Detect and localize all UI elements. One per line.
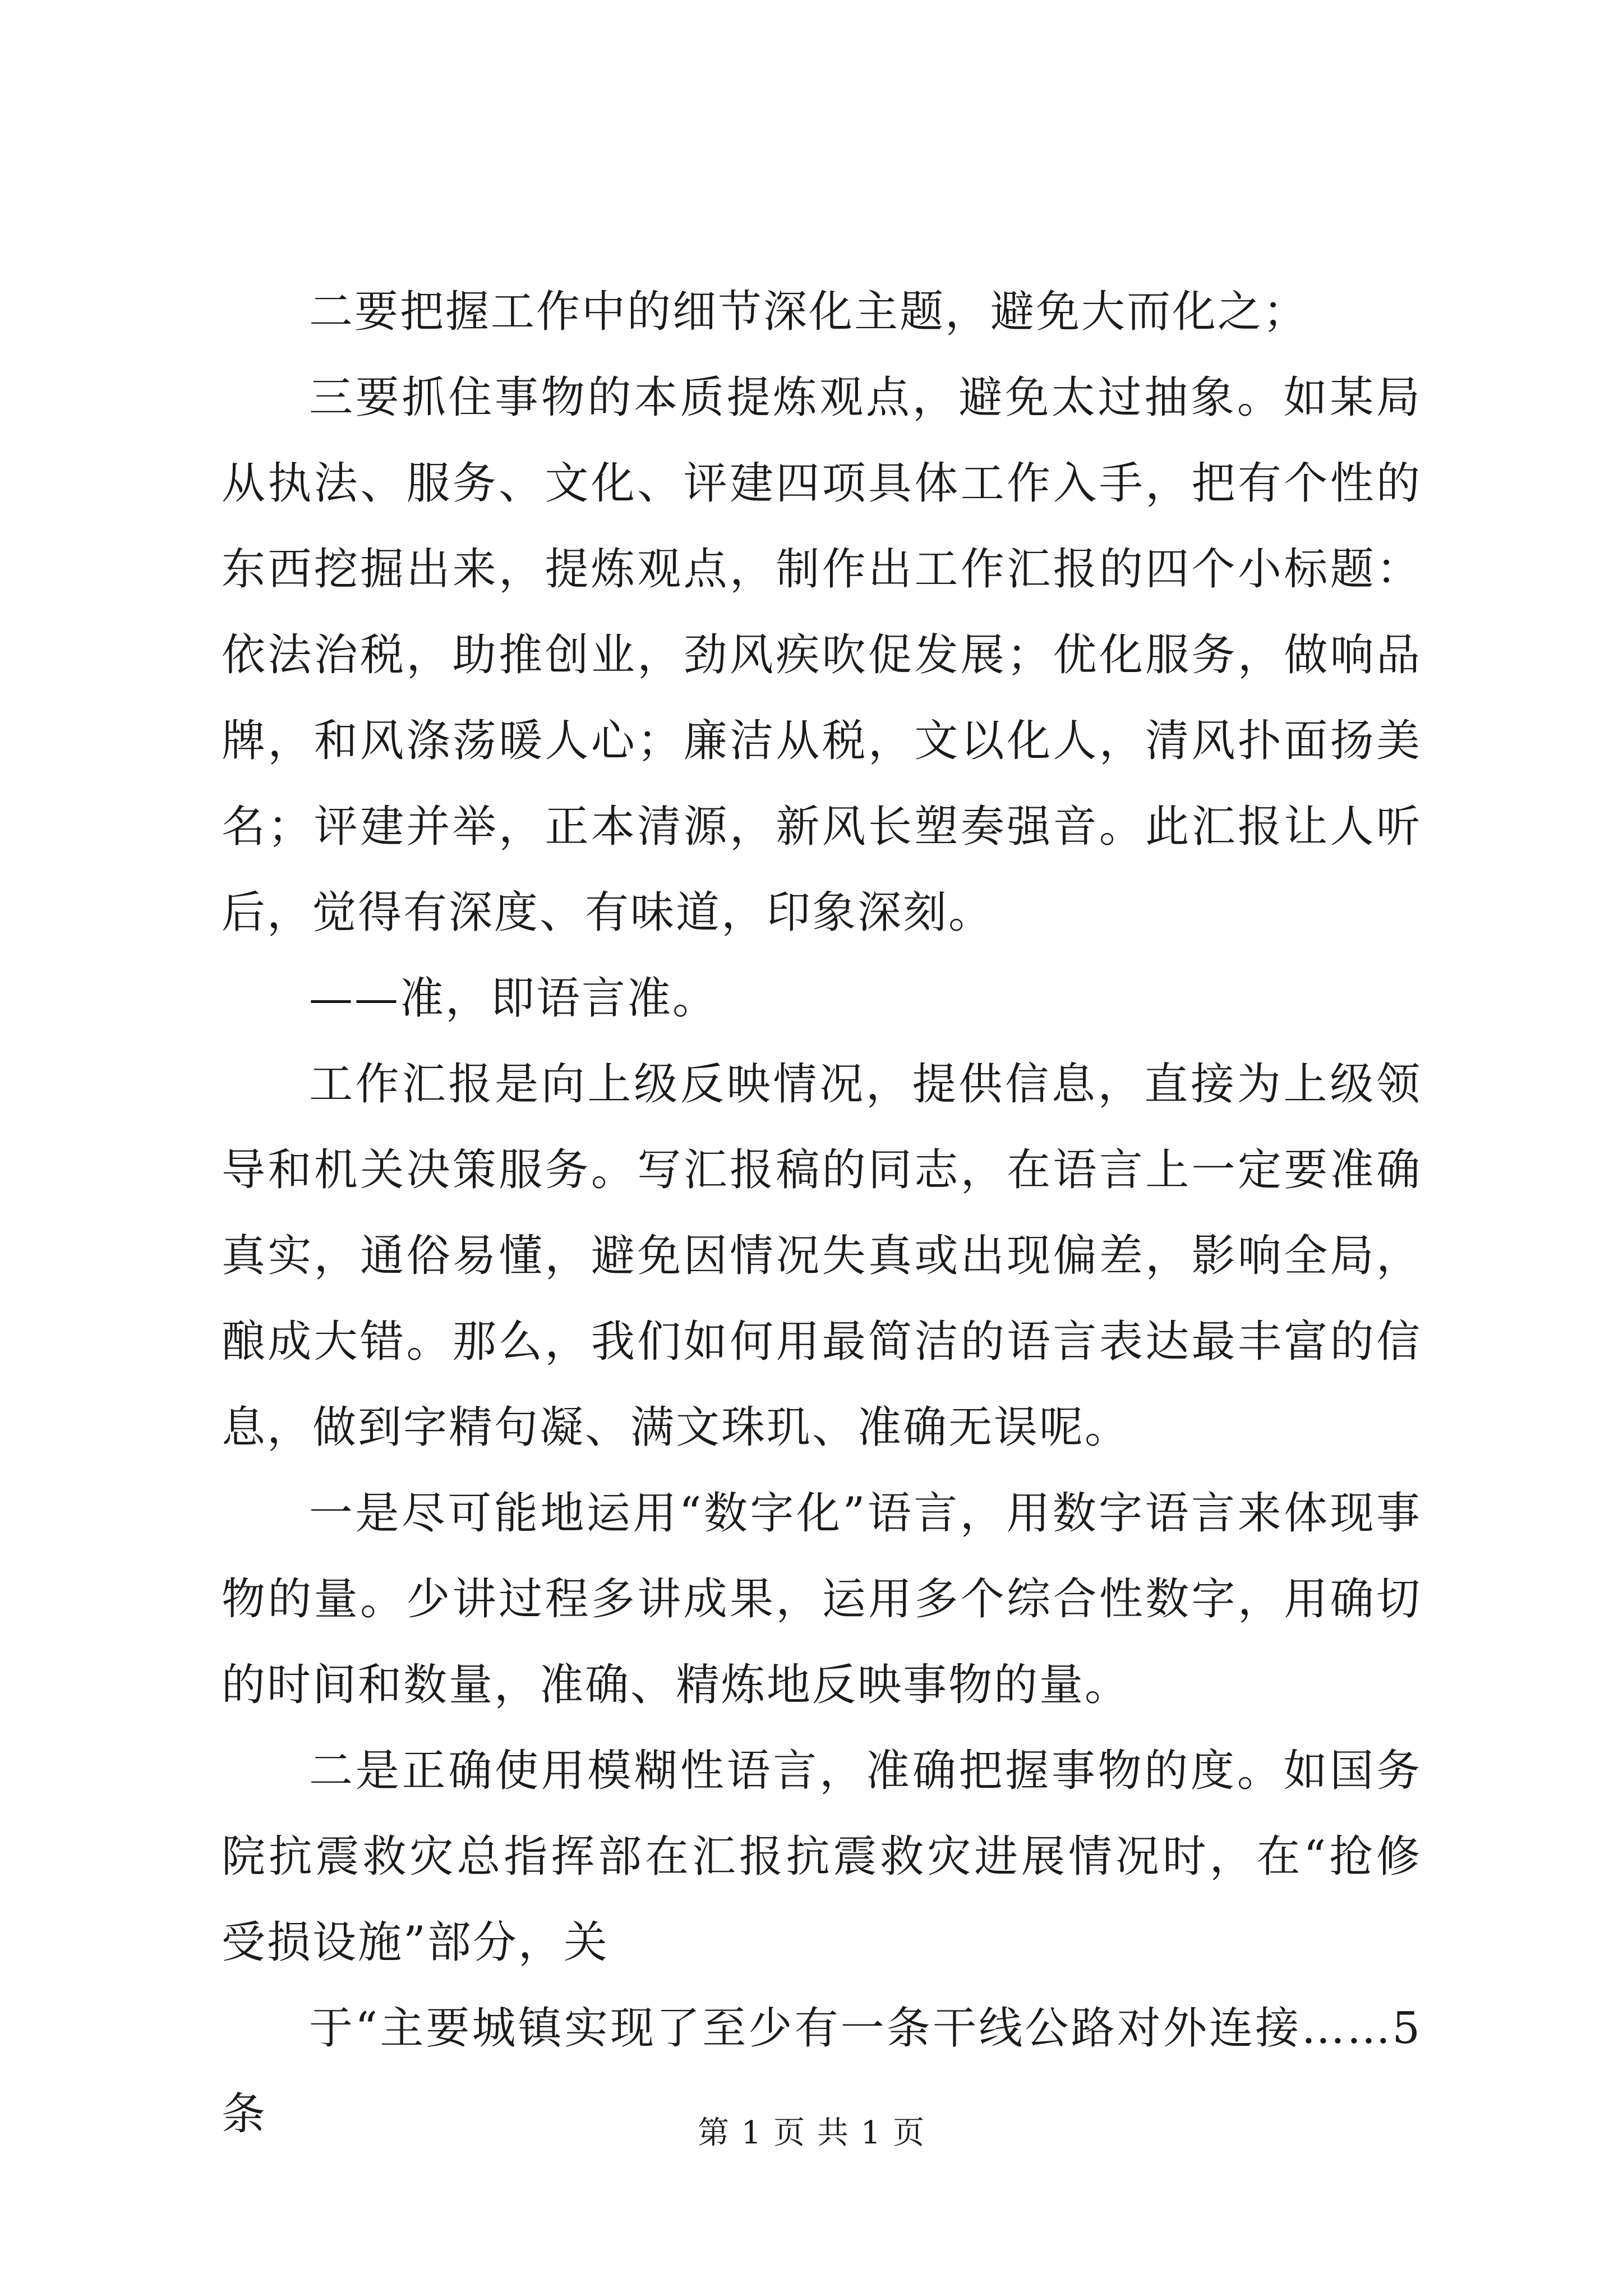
document-body xyxy=(222,269,1422,2157)
page-footer: 第 1 页 共 1 页 xyxy=(697,2115,926,2151)
paragraph: 三要抓住事物的本质提炼观点，避免太过抽象。如某局从执法、服务、文化、评建四项具体工作入手，把有个性的东西挖掘出来，提炼观点，制作出工作汇报的四个小标题：依法治税，助推创业，劲风疾吹促发展；优化服务，做响品牌，和风涤荡暖人心；廉洁从税，文以化人，清风扑面扬美名；评建并举，正本清源，新风长塑奏强音。此汇报让人听后，觉得有深度、有味道，印象深刻。 xyxy=(222,372,1422,938)
paragraph: 二是正确使用模糊性语言，准确把握事物的度。如国务院抗震救灾总指挥部在汇报抗震救灾进展情况时，在“抢修受损设施”部分，关 xyxy=(222,1746,1422,1968)
paragraph: 一是尽可能地运用“数字化”语言，用数字语言来体现事物的量。少讲过程多讲成果，运用多个综合性数字，用确切的时间和数量，准确、精炼地反映事物的量。 xyxy=(222,1488,1422,1710)
paragraph: 工作汇报是向上级反映情况，提供信息，直接为上级领导和机关决策服务。写汇报稿的同志，在语言上一定要准确真实，通俗易懂，避免因情况失真或出现偏差，影响全局，酿成大错。那么，我们如何用最简洁的语言表达最丰富的信息，做到字精句凝、满文珠玑、准确无误呢。 xyxy=(222,1059,1422,1453)
paragraph: 于“主要城镇实现了至少有一条干线公路对外连接……5条 xyxy=(222,2003,1422,2139)
paragraph: 二要把握工作中的细节深化主题，避免大而化之； xyxy=(309,287,1309,337)
paragraph: ——准，即语言准。 xyxy=(309,973,718,1024)
